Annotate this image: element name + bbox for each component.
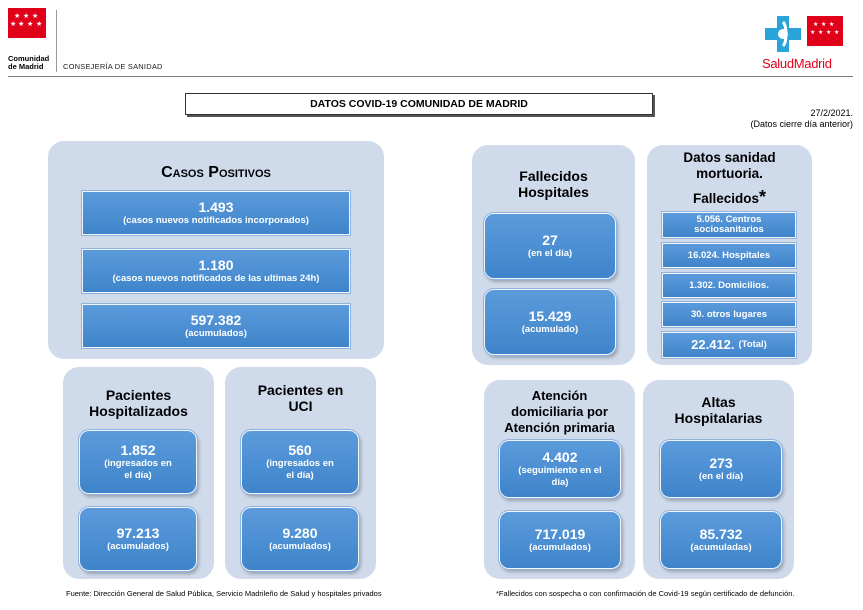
panel-title: Datos sanidad mortuoria. <box>683 150 776 181</box>
salud-madrid-logo <box>763 12 855 72</box>
fallecidos-acumulado: 15.429 (acumulado) <box>484 289 616 355</box>
atencion-primaria-panel <box>484 380 635 579</box>
brand-name: SaludMadrid <box>762 56 832 71</box>
panel-title: Pacientes Hospitalizados <box>89 387 188 419</box>
madrid-flag-icon: ★ ★ ★ ★ ★ ★ ★ <box>8 8 46 38</box>
department-name: CONSEJERÍA DE SANIDAD <box>63 62 163 71</box>
uci-dia: 560 (ingresados en el día) <box>241 430 359 494</box>
panel-title: Fallecidos Hospitales <box>518 168 589 200</box>
fallecidos-hospitales-panel <box>472 145 635 365</box>
madrid-flag-icon: ★ ★ ★ ★ ★ ★ ★ <box>807 16 843 46</box>
mortuoria-hospitales: 16.024. Hospitales <box>662 243 796 268</box>
org-name: Comunidad de Madrid <box>8 54 50 71</box>
sanidad-mortuoria-panel <box>647 145 812 365</box>
mortuoria-sociosanitarios: 5.056. Centros sociosanitarios <box>662 212 796 238</box>
asterisk: * <box>759 187 767 207</box>
header-rule <box>8 76 853 77</box>
altas-panel <box>643 380 794 579</box>
source-note: Fuente: Dirección General de Salud Pública, Servicio Madrileño de Salud y hospitales privados <box>66 589 382 598</box>
panel-title: Atención domiciliaria por Atención primaria <box>504 388 615 435</box>
header-divider <box>56 10 57 72</box>
health-cross-icon <box>763 14 803 54</box>
altas-acumuladas: 85.732 (acumuladas) <box>660 511 782 569</box>
panel-title: Casos Positivos <box>161 164 271 181</box>
casos-nuevos-incorporados: 1.493 (casos nuevos notificados incorporados) <box>82 191 350 235</box>
panel-title: Altas Hospitalarias <box>674 394 763 426</box>
casos-positivos-panel <box>48 141 384 359</box>
panel-title: Pacientes en UCI <box>257 382 344 414</box>
hospitalizados-panel <box>63 367 214 579</box>
mortuoria-total: 22.412. (Total) <box>662 332 796 358</box>
casos-nuevos-24h: 1.180 (casos nuevos notificados de las ultimas 24h) <box>82 249 350 293</box>
hospitalizados-dia: 1.852 (ingresados en el día) <box>79 430 197 494</box>
uci-panel <box>225 367 376 579</box>
hospitalizados-acumulados: 97.213 (acumulados) <box>79 507 197 571</box>
uci-acumulados: 9.280 (acumulados) <box>241 507 359 571</box>
casos-acumulados: 597.382 (acumulados) <box>82 304 350 348</box>
report-date: 27/2/2021. (Datos cierre día anterior) <box>750 108 853 129</box>
atencion-dia: 4.402 (seguimiento en el día) <box>499 440 621 498</box>
page-title: DATOS COVID-19 COMUNIDAD DE MADRID <box>185 93 653 115</box>
mortuoria-otros-lugares: 30. otros lugares <box>662 302 796 327</box>
footnote: *Fallecidos con sospecha o con confirmación de Covid-19 según certificado de defunción. <box>496 589 795 598</box>
atencion-acumulados: 717.019 (acumulados) <box>499 511 621 569</box>
altas-dia: 273 (en el día) <box>660 440 782 498</box>
comunidad-madrid-logo <box>8 8 58 48</box>
fallecidos-dia: 27 (en el día) <box>484 213 616 279</box>
mortuoria-domicilios: 1.302. Domicilios. <box>662 273 796 298</box>
panel-subtitle: Fallecidos* <box>692 187 767 207</box>
